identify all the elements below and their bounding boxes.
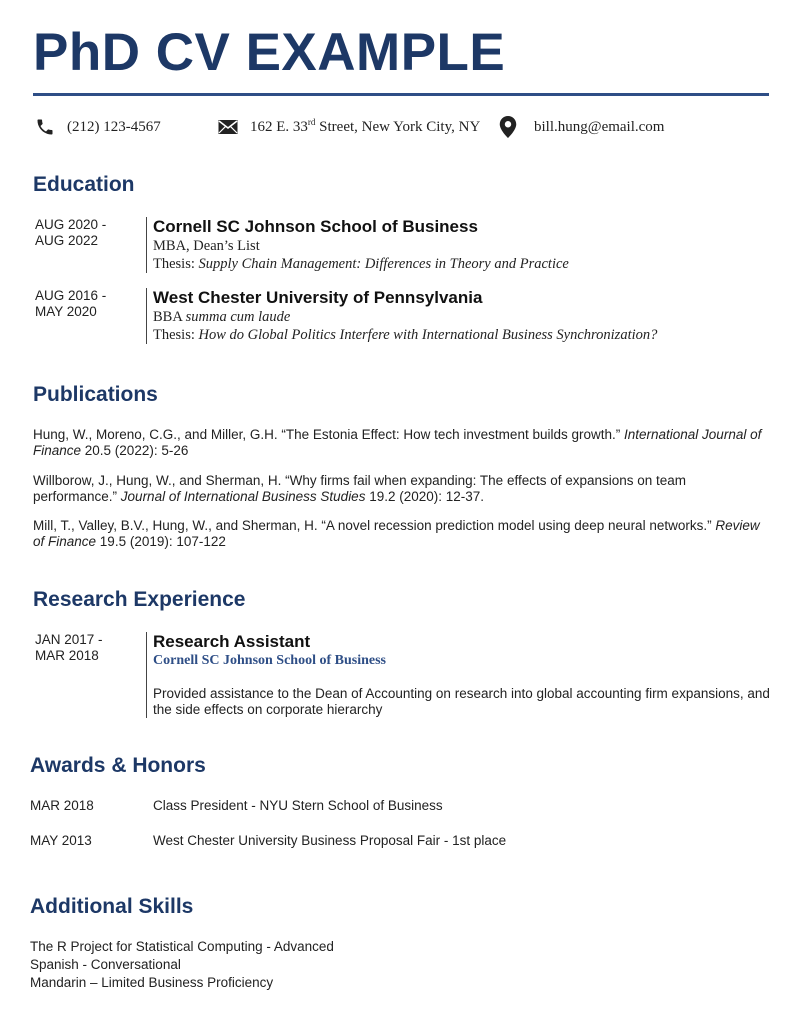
entry-date	[35, 217, 145, 249]
entry-date	[35, 288, 145, 320]
role-title: Research Assistant	[153, 632, 311, 651]
date-end: AUG 2022	[35, 233, 99, 248]
entry-body	[153, 632, 773, 718]
education-heading: Education	[33, 173, 135, 196]
thesis-label: Thesis:	[153, 256, 199, 272]
thesis	[153, 255, 773, 273]
address-ordinal: rd	[307, 116, 316, 127]
awards-heading: Awards & Honors	[30, 754, 206, 777]
degree-honor: summa cum laude	[185, 309, 291, 325]
school-name: West Chester University of Pennsylvania	[153, 288, 483, 307]
page-title: PhD CV EXAMPLE	[33, 23, 506, 82]
skill-item: Spanish - Conversational	[30, 957, 181, 972]
pub-details: 19.5 (2019): 107-122	[96, 534, 226, 549]
publication-item	[33, 473, 763, 505]
degree-text: BBA	[153, 309, 186, 325]
degree	[153, 237, 773, 255]
date-start: AUG 2020 -	[35, 217, 107, 232]
skills-heading: Additional Skills	[30, 895, 194, 918]
contact-phone	[35, 114, 161, 140]
role-organization: Cornell SC Johnson School of Business	[153, 653, 387, 668]
timeline-bar	[146, 217, 147, 273]
role-description: Provided assistance to the Dean of Accounting on research into global accounting firm expansions, and the side effects on corporate hierarchy	[153, 686, 770, 717]
location-pin-icon	[499, 116, 517, 138]
pub-authors: Willborow, J., Hung, W., and Sherman, H. “Why firms fail when expanding: The effects of expansions on team performance.”	[33, 473, 687, 504]
pub-details: 20.5 (2022): 5-26	[81, 443, 189, 458]
pub-journal: Journal of International Business Studies	[120, 489, 366, 504]
skill-item: Mandarin – Limited Business Proficiency	[30, 975, 274, 990]
school-name: Cornell SC Johnson School of Business	[153, 217, 478, 236]
timeline-bar	[146, 632, 147, 718]
entry-body	[153, 288, 773, 344]
entry-date	[35, 632, 145, 664]
pub-journal: Review of Finance	[33, 518, 760, 549]
research-heading: Research Experience	[33, 588, 246, 611]
award-text: West Chester University Business Proposal Fair - 1st place	[153, 833, 507, 848]
award-item	[30, 798, 770, 816]
thesis	[153, 326, 773, 344]
skill-item: The R Project for Statistical Computing - Advanced	[30, 939, 334, 954]
degree	[153, 308, 773, 326]
timeline-bar	[146, 288, 147, 344]
award-text: Class President - NYU Stern School of Business	[153, 798, 443, 813]
address-street: Street, New York City, NY	[315, 118, 481, 135]
education-entry	[35, 217, 775, 273]
publication-item	[33, 518, 763, 550]
entry-body	[153, 217, 773, 273]
publications-heading: Publications	[33, 383, 158, 406]
thesis-title: Supply Chain Management: Differences in Theory and Practice	[198, 256, 569, 272]
date-end: MAY 2020	[35, 304, 97, 319]
contact-address	[218, 114, 480, 140]
phone-icon	[35, 117, 55, 137]
thesis-title: How do Global Politics Interfere with International Business Synchronization?	[198, 327, 658, 343]
degree-text: MBA, Dean’s List	[153, 238, 260, 254]
skills-list	[30, 938, 334, 992]
address-number: 162 E. 33	[250, 118, 308, 135]
pub-journal: International Journal of Finance	[33, 427, 762, 458]
publication-item	[33, 427, 763, 459]
pub-authors: Mill, T., Valley, B.V., Hung, W., and Sherman, H. “A novel recession prediction model using deep neural networks.”	[33, 518, 716, 533]
date-start: AUG 2016 -	[35, 288, 107, 303]
award-item	[30, 833, 770, 851]
pub-details: 19.2 (2020): 12-37.	[365, 489, 485, 504]
title-divider	[33, 93, 769, 96]
address-text	[250, 116, 481, 136]
research-entry	[35, 632, 775, 718]
date-end: MAR 2018	[35, 648, 99, 663]
award-date: MAY 2013	[30, 833, 92, 848]
contact-email	[499, 114, 664, 140]
pub-authors: Hung, W., Moreno, C.G., and Miller, G.H. “The Estonia Effect: How tech investment builds growth.”	[33, 427, 624, 442]
date-start: JAN 2017 -	[35, 632, 103, 647]
award-date: MAR 2018	[30, 798, 94, 813]
envelope-icon	[218, 119, 238, 135]
thesis-label: Thesis:	[153, 327, 199, 343]
phone-number[interactable]: (212) 123-4567	[67, 118, 161, 135]
email-link[interactable]: bill.hung@email.com	[534, 118, 665, 135]
education-entry	[35, 288, 775, 344]
